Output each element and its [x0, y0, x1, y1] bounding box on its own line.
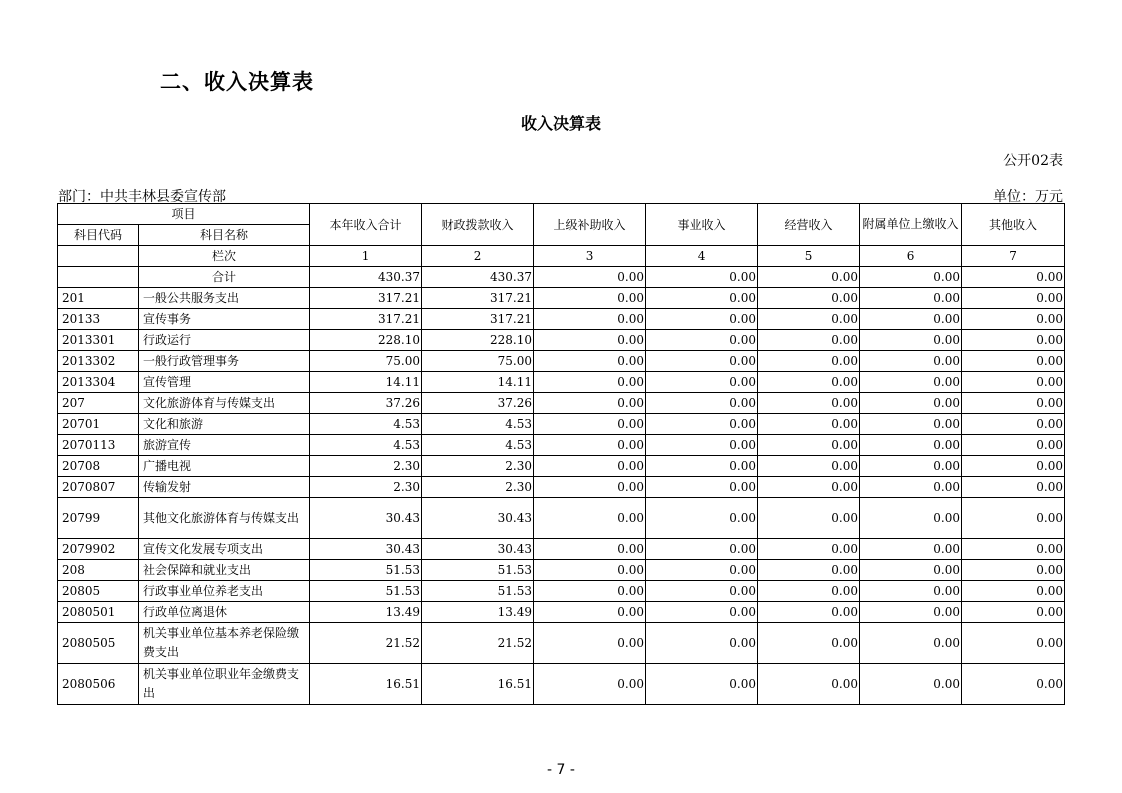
amount-cell: 0.00	[646, 393, 758, 414]
table-row	[58, 435, 1065, 456]
amount-cell: 0.00	[860, 560, 962, 581]
subject-code: 20701	[58, 414, 139, 435]
subject-name: 旅游宣传	[139, 435, 310, 456]
amount-cell: 0.00	[646, 623, 758, 664]
subject-name: 社会保障和就业支出	[139, 560, 310, 581]
total-row	[58, 267, 1065, 288]
amount-cell: 2.30	[310, 456, 422, 477]
income-table	[57, 203, 1065, 705]
header-code: 科目代码	[58, 225, 139, 246]
total-value: 0.00	[646, 267, 758, 288]
amount-cell: 0.00	[758, 623, 860, 664]
amount-cell: 0.00	[962, 393, 1065, 414]
amount-cell: 4.53	[422, 435, 534, 456]
amount-cell: 228.10	[310, 330, 422, 351]
amount-cell: 0.00	[860, 477, 962, 498]
form-number: 公开02表	[1003, 153, 1063, 169]
subject-name: 机关事业单位职业年金缴费支出	[139, 664, 310, 705]
subject-name: 宣传管理	[139, 372, 310, 393]
amount-cell: 75.00	[310, 351, 422, 372]
amount-cell: 30.43	[310, 539, 422, 560]
amount-cell: 0.00	[962, 435, 1065, 456]
amount-cell: 0.00	[758, 602, 860, 623]
amount-cell: 0.00	[962, 309, 1065, 330]
amount-cell: 14.11	[310, 372, 422, 393]
amount-cell: 0.00	[646, 372, 758, 393]
subject-code: 20133	[58, 309, 139, 330]
amount-cell: 2.30	[310, 477, 422, 498]
amount-cell: 0.00	[534, 623, 646, 664]
amount-cell: 0.00	[758, 435, 860, 456]
header-col-5: 经营收入	[758, 204, 860, 246]
amount-cell: 0.00	[860, 393, 962, 414]
amount-cell: 16.51	[310, 664, 422, 705]
subject-name: 一般行政管理事务	[139, 351, 310, 372]
column-number-row	[58, 246, 1065, 267]
column-number: 3	[534, 246, 646, 267]
amount-cell: 0.00	[860, 414, 962, 435]
amount-cell: 0.00	[534, 498, 646, 539]
amount-cell: 4.53	[310, 435, 422, 456]
amount-cell: 0.00	[962, 602, 1065, 623]
subject-code: 2080505	[58, 623, 139, 664]
subject-name: 一般公共服务支出	[139, 288, 310, 309]
subject-code: 2070113	[58, 435, 139, 456]
column-number: 4	[646, 246, 758, 267]
row-label: 栏次	[139, 246, 310, 267]
amount-cell: 0.00	[758, 414, 860, 435]
amount-cell: 0.00	[534, 288, 646, 309]
amount-cell: 4.53	[422, 414, 534, 435]
amount-cell: 0.00	[646, 539, 758, 560]
amount-cell: 0.00	[962, 498, 1065, 539]
amount-cell: 0.00	[534, 330, 646, 351]
subject-code: 207	[58, 393, 139, 414]
column-number: 7	[962, 246, 1065, 267]
amount-cell: 228.10	[422, 330, 534, 351]
amount-cell: 0.00	[758, 393, 860, 414]
amount-cell: 13.49	[310, 602, 422, 623]
amount-cell: 51.53	[422, 581, 534, 602]
table-row	[58, 623, 1065, 664]
amount-cell: 16.51	[422, 664, 534, 705]
total-value: 430.37	[310, 267, 422, 288]
amount-cell: 0.00	[646, 664, 758, 705]
amount-cell: 0.00	[962, 539, 1065, 560]
table-row	[58, 393, 1065, 414]
amount-cell: 317.21	[422, 288, 534, 309]
header-col-3: 上级补助收入	[534, 204, 646, 246]
amount-cell: 30.43	[310, 498, 422, 539]
amount-cell: 0.00	[962, 351, 1065, 372]
subject-name: 传输发射	[139, 477, 310, 498]
amount-cell: 0.00	[758, 498, 860, 539]
table-row	[58, 664, 1065, 705]
subject-code: 201	[58, 288, 139, 309]
table-row	[58, 330, 1065, 351]
amount-cell: 0.00	[860, 351, 962, 372]
amount-cell: 0.00	[860, 623, 962, 664]
subject-name: 文化和旅游	[139, 414, 310, 435]
total-value: 0.00	[962, 267, 1065, 288]
table-body	[58, 204, 1065, 705]
amount-cell: 0.00	[860, 602, 962, 623]
subject-name: 行政单位离退休	[139, 602, 310, 623]
amount-cell: 0.00	[860, 664, 962, 705]
department-label: 部门：中共丰林县委宣传部	[58, 189, 226, 205]
empty-cell	[58, 246, 139, 267]
amount-cell: 0.00	[646, 602, 758, 623]
subject-code: 2080506	[58, 664, 139, 705]
amount-cell: 0.00	[860, 581, 962, 602]
amount-cell: 0.00	[646, 560, 758, 581]
subject-name: 宣传事务	[139, 309, 310, 330]
subject-name: 机关事业单位基本养老保险缴费支出	[139, 623, 310, 664]
amount-cell: 0.00	[534, 435, 646, 456]
amount-cell: 0.00	[962, 581, 1065, 602]
header-col-4: 事业收入	[646, 204, 758, 246]
amount-cell: 30.43	[422, 539, 534, 560]
header-col-2: 财政拨款收入	[422, 204, 534, 246]
amount-cell: 0.00	[534, 602, 646, 623]
amount-cell: 0.00	[534, 477, 646, 498]
amount-cell: 0.00	[860, 498, 962, 539]
amount-cell: 0.00	[962, 664, 1065, 705]
table-row	[58, 581, 1065, 602]
column-number: 5	[758, 246, 860, 267]
total-label: 合计	[139, 267, 310, 288]
amount-cell: 75.00	[422, 351, 534, 372]
amount-cell: 21.52	[310, 623, 422, 664]
amount-cell: 0.00	[534, 560, 646, 581]
amount-cell: 0.00	[646, 414, 758, 435]
amount-cell: 2.30	[422, 477, 534, 498]
amount-cell: 317.21	[422, 309, 534, 330]
subject-code: 20805	[58, 581, 139, 602]
subject-code: 2070807	[58, 477, 139, 498]
total-value: 430.37	[422, 267, 534, 288]
amount-cell: 0.00	[646, 456, 758, 477]
amount-cell: 0.00	[962, 477, 1065, 498]
amount-cell: 317.21	[310, 288, 422, 309]
subject-code: 2013304	[58, 372, 139, 393]
empty-cell	[58, 267, 139, 288]
amount-cell: 317.21	[310, 309, 422, 330]
header-col-1: 本年收入合计	[310, 204, 422, 246]
amount-cell: 0.00	[860, 456, 962, 477]
table-row	[58, 602, 1065, 623]
table-row	[58, 288, 1065, 309]
amount-cell: 0.00	[646, 435, 758, 456]
amount-cell: 0.00	[758, 664, 860, 705]
amount-cell: 0.00	[646, 498, 758, 539]
amount-cell: 0.00	[758, 456, 860, 477]
section-title: 二、收入决算表	[160, 70, 314, 94]
table-row	[58, 456, 1065, 477]
amount-cell: 0.00	[758, 539, 860, 560]
subject-code: 2013301	[58, 330, 139, 351]
subject-code: 2079902	[58, 539, 139, 560]
amount-cell: 0.00	[758, 288, 860, 309]
amount-cell: 0.00	[534, 539, 646, 560]
amount-cell: 0.00	[646, 330, 758, 351]
total-value: 0.00	[758, 267, 860, 288]
table-row	[58, 477, 1065, 498]
table-row	[58, 351, 1065, 372]
unit-label: 单位：万元	[993, 189, 1063, 205]
total-value: 0.00	[860, 267, 962, 288]
amount-cell: 0.00	[534, 414, 646, 435]
amount-cell: 37.26	[422, 393, 534, 414]
header-col-7: 其他收入	[962, 204, 1065, 246]
header-item: 项目	[58, 204, 310, 225]
amount-cell: 0.00	[962, 330, 1065, 351]
column-number: 1	[310, 246, 422, 267]
table-row	[58, 414, 1065, 435]
table-row	[58, 372, 1065, 393]
amount-cell: 0.00	[646, 477, 758, 498]
subject-name: 其他文化旅游体育与传媒支出	[139, 498, 310, 539]
amount-cell: 0.00	[758, 581, 860, 602]
subject-name: 广播电视	[139, 456, 310, 477]
amount-cell: 13.49	[422, 602, 534, 623]
amount-cell: 0.00	[646, 309, 758, 330]
amount-cell: 0.00	[646, 351, 758, 372]
subject-code: 208	[58, 560, 139, 581]
amount-cell: 0.00	[534, 393, 646, 414]
amount-cell: 0.00	[758, 309, 860, 330]
amount-cell: 2.30	[422, 456, 534, 477]
table-row	[58, 539, 1065, 560]
amount-cell: 51.53	[310, 581, 422, 602]
amount-cell: 0.00	[860, 288, 962, 309]
amount-cell: 0.00	[534, 309, 646, 330]
table-row	[58, 560, 1065, 581]
table-title: 收入决算表	[520, 114, 601, 133]
amount-cell: 0.00	[646, 288, 758, 309]
amount-cell: 4.53	[310, 414, 422, 435]
amount-cell: 0.00	[534, 581, 646, 602]
amount-cell: 14.11	[422, 372, 534, 393]
amount-cell: 0.00	[962, 560, 1065, 581]
amount-cell: 21.52	[422, 623, 534, 664]
amount-cell: 0.00	[646, 581, 758, 602]
amount-cell: 0.00	[860, 435, 962, 456]
amount-cell: 0.00	[860, 309, 962, 330]
page-number: - 7 -	[547, 762, 575, 778]
amount-cell: 0.00	[534, 456, 646, 477]
amount-cell: 0.00	[758, 560, 860, 581]
amount-cell: 0.00	[534, 664, 646, 705]
amount-cell: 0.00	[534, 351, 646, 372]
amount-cell: 0.00	[860, 330, 962, 351]
subject-name: 文化旅游体育与传媒支出	[139, 393, 310, 414]
subject-name: 行政事业单位养老支出	[139, 581, 310, 602]
amount-cell: 51.53	[310, 560, 422, 581]
column-number: 6	[860, 246, 962, 267]
amount-cell: 0.00	[962, 372, 1065, 393]
table-row	[58, 498, 1065, 539]
amount-cell: 0.00	[962, 623, 1065, 664]
amount-cell: 0.00	[860, 539, 962, 560]
amount-cell: 51.53	[422, 560, 534, 581]
header-name: 科目名称	[139, 225, 310, 246]
header-col-6: 附属单位上缴收入	[860, 204, 962, 246]
subject-name: 宣传文化发展专项支出	[139, 539, 310, 560]
amount-cell: 0.00	[534, 372, 646, 393]
subject-code: 20708	[58, 456, 139, 477]
amount-cell: 0.00	[860, 372, 962, 393]
amount-cell: 0.00	[962, 456, 1065, 477]
total-value: 0.00	[534, 267, 646, 288]
amount-cell: 30.43	[422, 498, 534, 539]
amount-cell: 0.00	[758, 351, 860, 372]
subject-name: 行政运行	[139, 330, 310, 351]
header-row-1	[58, 204, 1065, 225]
amount-cell: 0.00	[962, 288, 1065, 309]
subject-code: 2080501	[58, 602, 139, 623]
subject-code: 2013302	[58, 351, 139, 372]
amount-cell: 0.00	[758, 372, 860, 393]
amount-cell: 0.00	[962, 414, 1065, 435]
table-row	[58, 309, 1065, 330]
column-number: 2	[422, 246, 534, 267]
amount-cell: 37.26	[310, 393, 422, 414]
amount-cell: 0.00	[758, 477, 860, 498]
amount-cell: 0.00	[758, 330, 860, 351]
subject-code: 20799	[58, 498, 139, 539]
